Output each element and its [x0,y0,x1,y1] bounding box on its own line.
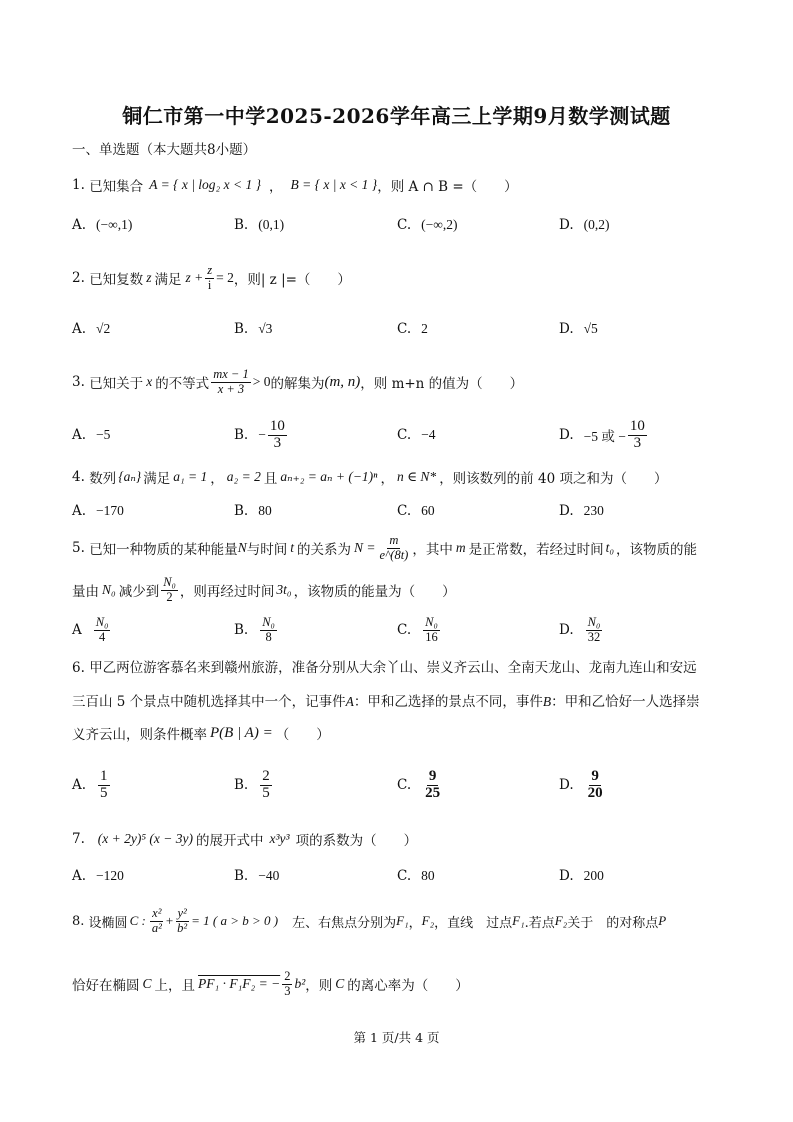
question-1 [72,172,518,198]
options-q5 [72,612,732,648]
separator: ， [268,179,283,195]
option-a[interactable]: A $\frac{\text{N₀}}{4}$ [72,615,109,644]
question-5: 5. 已知一种物质的某种能量 N 与时间 t 的关系为 N = $\frac{m}{e\^{}(8t)}$ ，其中 m 是正常数，若经过时间 t₀ ，该物质的能 [72,533,698,562]
question-6-line-3: 义齐云山，则条件概率 P(B | A) = （ ） [72,724,330,743]
option-c[interactable]: C. $\frac{9}{25}$ [397,767,441,801]
question-4: 4. 数列 {aₙ} 满足 a₁ = 1 ， a₂ = 2 且 aₙ₊₂ = aₙ + (−1)ⁿ ， n ∈ N* ，则该数列的前 40 项之和为（ ） [72,469,668,487]
question-text: 已知集合 [89,179,144,195]
option-b[interactable]: B. − $\frac{10}{3}$ [234,417,285,451]
question-6: 6. 甲乙两位游客慕名来到赣州旅游，准备分别从大余丫山、崇义齐云山、全南天龙山、龙南九连山和安远 [72,660,697,676]
option-b[interactable]: B. 80 [234,503,272,519]
question-8: 8. 设椭圆 C : $\frac{\text{x²}}{\text{a²}}$ + $\frac{\text{y²}}{\text{b²}}$ = 1 ( a > b > 0 ) 左、右焦点分别为 F₁ ， F₂ ，直线 过点 F₁ .若点 F₂ 关于 的对称点 P [72,906,667,935]
question-3: 3. 已知关于 x 的不等式 $\frac{mx - 1}{x + 3}$ > 0 的解集为 (m, n) ，则 m+n 的值为（ ） [72,367,524,396]
option-c[interactable]: C. $\frac{\text{N₀}}{16}$ [397,615,438,644]
option-d[interactable]: D. 230 [559,503,604,519]
section-heading: 一、单选题（本大题共8小题） [72,142,257,158]
question-2: 2. 已知复数 z 满足 z + $\frac{z}{i}$ = 2 ，则| z |=（ ） [72,263,351,292]
options-q7 [72,859,732,893]
option-d[interactable]: D. 200 [559,868,604,884]
option-c[interactable]: C. −4 [397,427,436,443]
option-c[interactable]: C. (−∞,2) [397,217,458,233]
option-d[interactable]: D. −5 或 − $\frac{10}{3}$ [559,417,645,451]
options-q1 [72,208,732,242]
option-b[interactable]: B. (0,1) [234,217,285,233]
option-a[interactable]: A. −120 [72,868,124,884]
option-b[interactable]: B. −40 [234,868,280,884]
options-q4 [72,494,732,528]
option-d[interactable]: D. (0,2) [559,217,610,233]
page-footer: 第 1 页/共 4 页 [353,1030,440,1045]
page-title: 铜仁市第一中学2025-2026学年高三上学期9月数学测试题 [122,104,671,128]
set-b: B = { x | x < 1 } [290,177,378,192]
option-a[interactable]: A. √2 [72,321,111,337]
question-tail: ，则 A ∩ B =（ ） [377,179,518,195]
set-a: A = { x | log₂ x < 1 } [149,177,261,192]
option-a[interactable]: A. (−∞,1) [72,217,133,233]
option-d[interactable]: D. $\frac{9}{20}$ [559,767,603,801]
option-a[interactable]: A. $\frac{1}{5}$ [72,767,108,801]
question-7: 7. (x + 2y)⁵ (x − 3y) 的展开式中 x³y³ 项的系数为（ ） [72,831,418,849]
question-5-line-2: 量由 N₀ 减少到 $\frac{\text{N₀}}{2}$ ，则再经过时间 3t₀ ，该物质的能量为（ ） [72,575,456,604]
question-number: 1. [72,177,85,193]
option-b[interactable]: B. √3 [234,321,273,337]
option-a[interactable]: A. −5 [72,427,111,443]
options-q2 [72,312,732,346]
option-c[interactable]: C. 2 [397,321,428,337]
option-a[interactable]: A. −170 [72,503,124,519]
fraction: $\frac{mx - 1}{x + 3}$ [213,367,249,396]
option-b[interactable]: B. $\frac{\text{N₀}}{8}$ [234,615,275,644]
option-b[interactable]: B. $\frac{2}{5}$ [234,767,270,801]
options-q6 [72,764,732,806]
options-q3 [72,415,732,455]
option-c[interactable]: C. 80 [397,868,435,884]
question-8-line-2: 恰好在椭圆 C 上，且 PF₁ · F₁F₂ = − $\frac{2}{3}$ b² ，则 C 的离心率为（ ） [72,969,469,998]
option-d[interactable]: D. $\frac{\text{N₀}}{32}$ [559,615,601,644]
option-d[interactable]: D. √5 [559,321,598,337]
question-6-line-2: 三百山 5 个景点中随机选择其中一个，记事件A：甲和乙选择的景点不同，事件B：甲和乙恰好一人选择崇 [72,694,700,710]
fraction: $\frac{z}{i}$ [207,263,213,292]
option-c[interactable]: C. 60 [397,503,435,519]
